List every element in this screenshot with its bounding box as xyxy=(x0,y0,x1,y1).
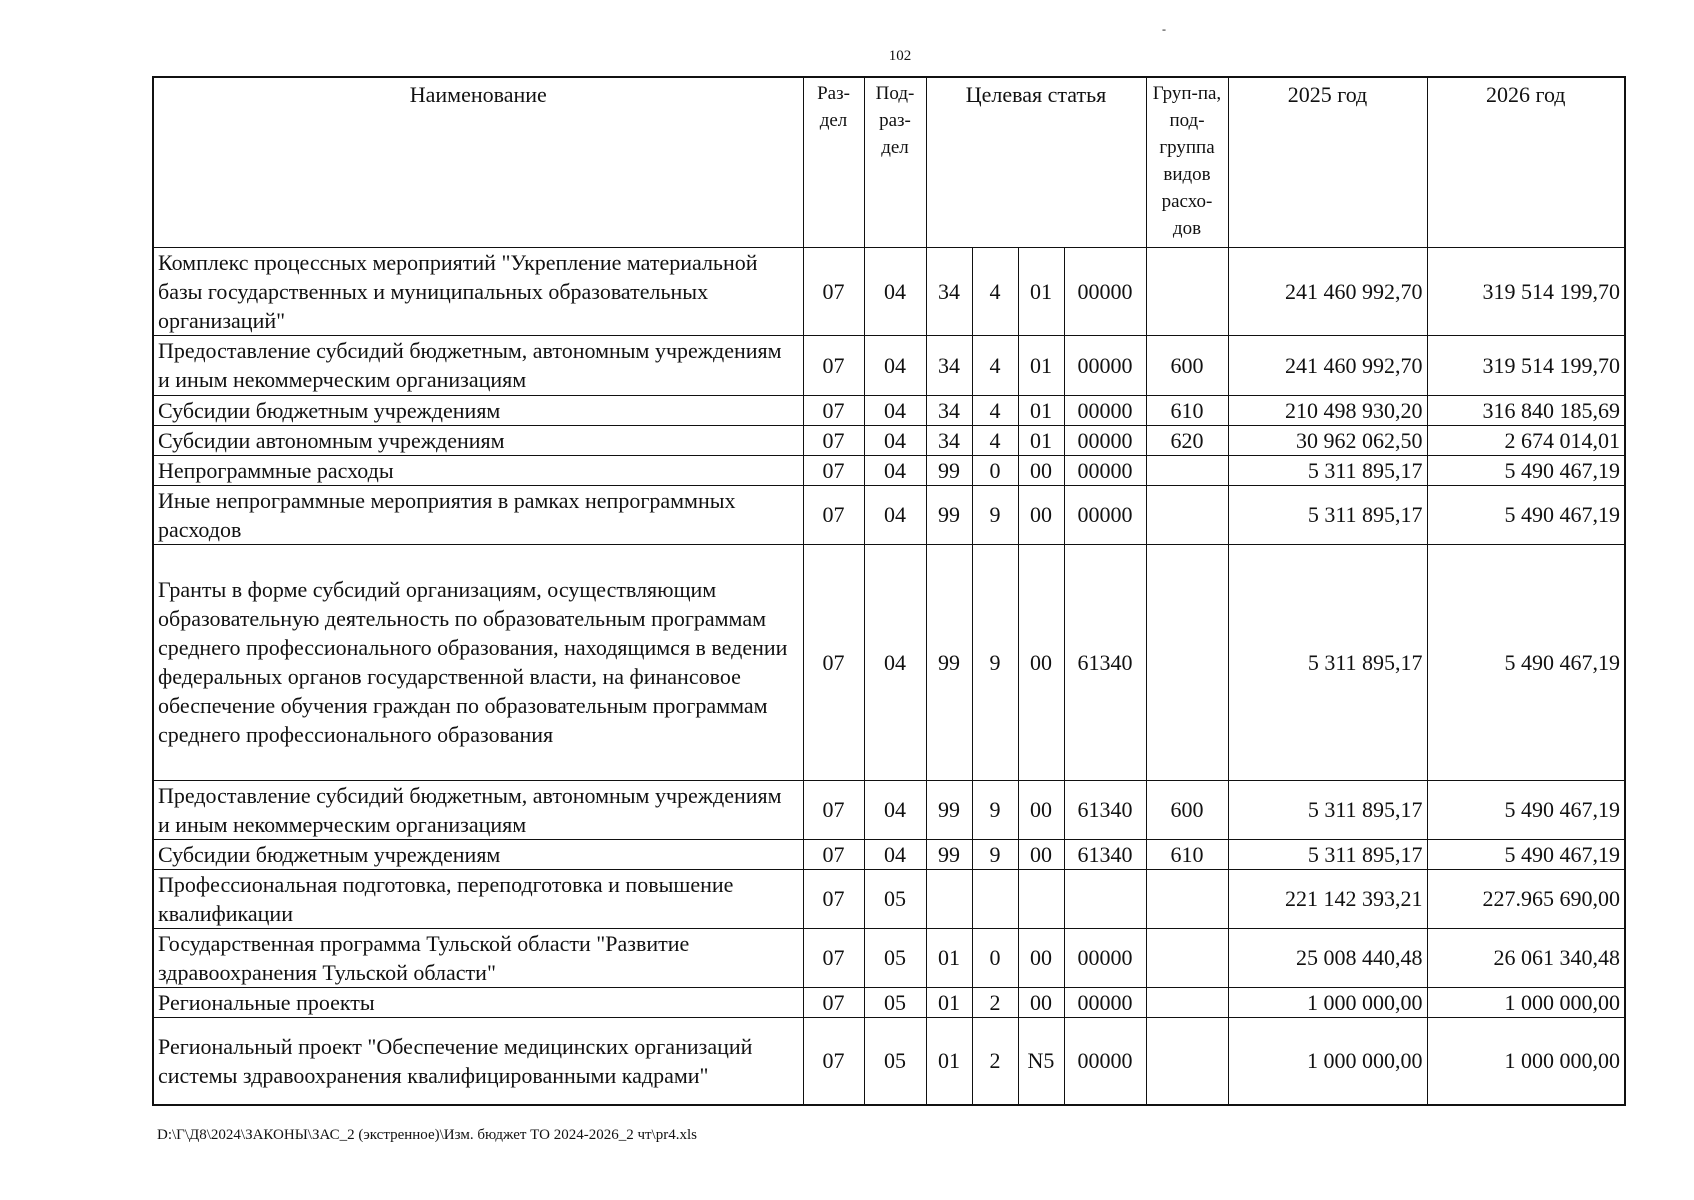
header-podrazdel: Под-раз-дел xyxy=(864,77,926,247)
row-target-type: 0 xyxy=(972,455,1018,485)
row-amount-2026: 1 000 000,00 xyxy=(1427,1017,1625,1105)
row-amount-2025: 5 311 895,17 xyxy=(1228,485,1427,544)
header-name: Наименование xyxy=(153,77,803,247)
header-2026: 2026 год xyxy=(1427,77,1625,247)
row-target-sub: 00 xyxy=(1018,485,1064,544)
row-expense-group xyxy=(1146,928,1228,987)
row-amount-2025: 5 311 895,17 xyxy=(1228,455,1427,485)
row-razdel: 07 xyxy=(803,839,864,869)
row-target-code: 00000 xyxy=(1064,1017,1146,1105)
row-target-program: 99 xyxy=(926,455,972,485)
row-razdel: 07 xyxy=(803,425,864,455)
row-name: Субсидии автономным учреждениям xyxy=(153,425,803,455)
row-target-code: 00000 xyxy=(1064,247,1146,335)
header-2025: 2025 год xyxy=(1228,77,1427,247)
row-target-code: 61340 xyxy=(1064,780,1146,839)
row-target-program: 01 xyxy=(926,1017,972,1105)
table-row xyxy=(153,839,1625,869)
table-row xyxy=(153,987,1625,1017)
row-target-type: 4 xyxy=(972,335,1018,395)
row-target-code xyxy=(1064,869,1146,928)
row-target-sub: 00 xyxy=(1018,928,1064,987)
row-podrazdel: 04 xyxy=(864,780,926,839)
budget-table xyxy=(152,76,1626,1106)
row-target-program: 99 xyxy=(926,839,972,869)
row-amount-2025: 1 000 000,00 xyxy=(1228,987,1427,1017)
row-razdel: 07 xyxy=(803,395,864,425)
row-target-sub: 00 xyxy=(1018,839,1064,869)
row-expense-group xyxy=(1146,455,1228,485)
row-target-program: 34 xyxy=(926,425,972,455)
row-target-program: 99 xyxy=(926,780,972,839)
row-name: Гранты в форме субсидий организациям, осуществляющим образовательную деятельность по образовательным программам среднего профессионального образования, находящимся в ведении федеральных органов государственной власти, на финансовое обеспечение обучения граждан по образовательным программам среднего профессионального образования xyxy=(153,544,803,780)
row-target-type: 4 xyxy=(972,247,1018,335)
row-target-program: 34 xyxy=(926,335,972,395)
row-target-code: 00000 xyxy=(1064,987,1146,1017)
row-amount-2026: 5 490 467,19 xyxy=(1427,485,1625,544)
row-amount-2025: 1 000 000,00 xyxy=(1228,1017,1427,1105)
table-row xyxy=(153,395,1625,425)
row-target-type: 2 xyxy=(972,1017,1018,1105)
row-expense-group: 610 xyxy=(1146,839,1228,869)
row-expense-group xyxy=(1146,1017,1228,1105)
row-target-code: 61340 xyxy=(1064,544,1146,780)
row-target-sub xyxy=(1018,869,1064,928)
row-name: Государственная программа Тульской области "Развитие здравоохранения Тульской области" xyxy=(153,928,803,987)
row-amount-2025: 25 008 440,48 xyxy=(1228,928,1427,987)
table-row xyxy=(153,425,1625,455)
row-target-sub: N5 xyxy=(1018,1017,1064,1105)
row-name: Предоставление субсидий бюджетным, автономным учреждениям и иным некоммерческим организациям xyxy=(153,335,803,395)
row-amount-2026: 319 514 199,70 xyxy=(1427,247,1625,335)
row-expense-group: 620 xyxy=(1146,425,1228,455)
row-amount-2025: 241 460 992,70 xyxy=(1228,335,1427,395)
row-target-sub: 00 xyxy=(1018,544,1064,780)
row-target-type: 2 xyxy=(972,987,1018,1017)
row-podrazdel: 04 xyxy=(864,395,926,425)
page-number: 102 xyxy=(888,48,912,64)
row-target-code: 00000 xyxy=(1064,455,1146,485)
row-name: Комплекс процессных мероприятий "Укрепление материальной базы государственных и муниципальных образовательных организаций" xyxy=(153,247,803,335)
row-razdel: 07 xyxy=(803,1017,864,1105)
row-target-code: 00000 xyxy=(1064,395,1146,425)
row-expense-group xyxy=(1146,544,1228,780)
row-amount-2025: 210 498 930,20 xyxy=(1228,395,1427,425)
row-target-sub: 01 xyxy=(1018,395,1064,425)
row-amount-2025: 5 311 895,17 xyxy=(1228,544,1427,780)
row-podrazdel: 04 xyxy=(864,485,926,544)
row-razdel: 07 xyxy=(803,544,864,780)
row-expense-group: 610 xyxy=(1146,395,1228,425)
row-amount-2026: 5 490 467,19 xyxy=(1427,839,1625,869)
row-target-type: 9 xyxy=(972,485,1018,544)
row-razdel: 07 xyxy=(803,869,864,928)
row-target-type: 9 xyxy=(972,780,1018,839)
row-target-code: 00000 xyxy=(1064,335,1146,395)
row-podrazdel: 04 xyxy=(864,335,926,395)
row-name: Субсидии бюджетным учреждениям xyxy=(153,395,803,425)
row-expense-group: 600 xyxy=(1146,780,1228,839)
row-target-sub: 01 xyxy=(1018,335,1064,395)
row-target-type: 9 xyxy=(972,839,1018,869)
row-target-program: 34 xyxy=(926,247,972,335)
row-target-code: 00000 xyxy=(1064,425,1146,455)
row-expense-group xyxy=(1146,987,1228,1017)
row-target-code: 61340 xyxy=(1064,839,1146,869)
row-amount-2026: 1 000 000,00 xyxy=(1427,987,1625,1017)
row-amount-2026: 5 490 467,19 xyxy=(1427,544,1625,780)
header-gruppa: Груп-па, под-группа видов расхо-дов xyxy=(1146,77,1228,247)
row-razdel: 07 xyxy=(803,928,864,987)
row-podrazdel: 04 xyxy=(864,544,926,780)
row-name: Региональные проекты xyxy=(153,987,803,1017)
row-name: Непрограммные расходы xyxy=(153,455,803,485)
header-celevaya: Целевая статья xyxy=(926,77,1146,247)
row-name: Предоставление субсидий бюджетным, автономным учреждениям и иным некоммерческим организациям xyxy=(153,780,803,839)
row-amount-2026: 5 490 467,19 xyxy=(1427,455,1625,485)
row-podrazdel: 05 xyxy=(864,987,926,1017)
row-target-sub: 01 xyxy=(1018,247,1064,335)
table-row xyxy=(153,780,1625,839)
row-target-sub: 00 xyxy=(1018,987,1064,1017)
row-target-sub: 00 xyxy=(1018,780,1064,839)
row-name: Субсидии бюджетным учреждениям xyxy=(153,839,803,869)
row-podrazdel: 05 xyxy=(864,869,926,928)
row-target-type xyxy=(972,869,1018,928)
row-amount-2026: 227.965 690,00 xyxy=(1427,869,1625,928)
row-target-program xyxy=(926,869,972,928)
row-target-program: 34 xyxy=(926,395,972,425)
row-target-program: 01 xyxy=(926,928,972,987)
table-row xyxy=(153,869,1625,928)
row-razdel: 07 xyxy=(803,247,864,335)
row-razdel: 07 xyxy=(803,455,864,485)
row-amount-2026: 26 061 340,48 xyxy=(1427,928,1625,987)
row-amount-2026: 319 514 199,70 xyxy=(1427,335,1625,395)
row-podrazdel: 04 xyxy=(864,455,926,485)
table-row xyxy=(153,1017,1625,1105)
row-amount-2025: 221 142 393,21 xyxy=(1228,869,1427,928)
row-amount-2025: 241 460 992,70 xyxy=(1228,247,1427,335)
row-target-sub: 00 xyxy=(1018,455,1064,485)
row-amount-2025: 5 311 895,17 xyxy=(1228,839,1427,869)
row-podrazdel: 04 xyxy=(864,247,926,335)
row-name: Профессиональная подготовка, переподготовка и повышение квалификации xyxy=(153,869,803,928)
row-name: Иные непрограммные мероприятия в рамках непрограммных расходов xyxy=(153,485,803,544)
row-expense-group xyxy=(1146,485,1228,544)
row-target-program: 99 xyxy=(926,544,972,780)
row-target-code: 00000 xyxy=(1064,928,1146,987)
row-target-program: 99 xyxy=(926,485,972,544)
row-podrazdel: 05 xyxy=(864,1017,926,1105)
header-row xyxy=(153,77,1625,247)
table-row xyxy=(153,335,1625,395)
row-podrazdel: 04 xyxy=(864,425,926,455)
row-amount-2025: 5 311 895,17 xyxy=(1228,780,1427,839)
table-row xyxy=(153,455,1625,485)
row-target-type: 4 xyxy=(972,425,1018,455)
row-razdel: 07 xyxy=(803,335,864,395)
row-amount-2026: 5 490 467,19 xyxy=(1427,780,1625,839)
row-target-code: 00000 xyxy=(1064,485,1146,544)
table-row xyxy=(153,928,1625,987)
row-name: Региональный проект "Обеспечение медицинских организаций системы здравоохранения квалифицированными кадрами" xyxy=(153,1017,803,1105)
corner-mark: - xyxy=(1162,22,1166,36)
row-razdel: 07 xyxy=(803,987,864,1017)
row-target-type: 0 xyxy=(972,928,1018,987)
table-row xyxy=(153,544,1625,780)
row-razdel: 07 xyxy=(803,485,864,544)
row-expense-group xyxy=(1146,869,1228,928)
table-row xyxy=(153,485,1625,544)
row-expense-group: 600 xyxy=(1146,335,1228,395)
row-amount-2025: 30 962 062,50 xyxy=(1228,425,1427,455)
row-target-program: 01 xyxy=(926,987,972,1017)
row-expense-group xyxy=(1146,247,1228,335)
footer-file-path: D:\Г\Д8\2024\ЗАКОНЫ\ЗАС_2 (экстренное)\Изм. бюджет ТО 2024-2026_2 чт\pr4.xls xyxy=(157,1127,697,1143)
row-target-sub: 01 xyxy=(1018,425,1064,455)
row-target-type: 4 xyxy=(972,395,1018,425)
row-podrazdel: 05 xyxy=(864,928,926,987)
row-amount-2026: 2 674 014,01 xyxy=(1427,425,1625,455)
row-podrazdel: 04 xyxy=(864,839,926,869)
row-razdel: 07 xyxy=(803,780,864,839)
table-row xyxy=(153,247,1625,335)
row-target-type: 9 xyxy=(972,544,1018,780)
header-razdel: Раз-дел xyxy=(803,77,864,247)
row-amount-2026: 316 840 185,69 xyxy=(1427,395,1625,425)
